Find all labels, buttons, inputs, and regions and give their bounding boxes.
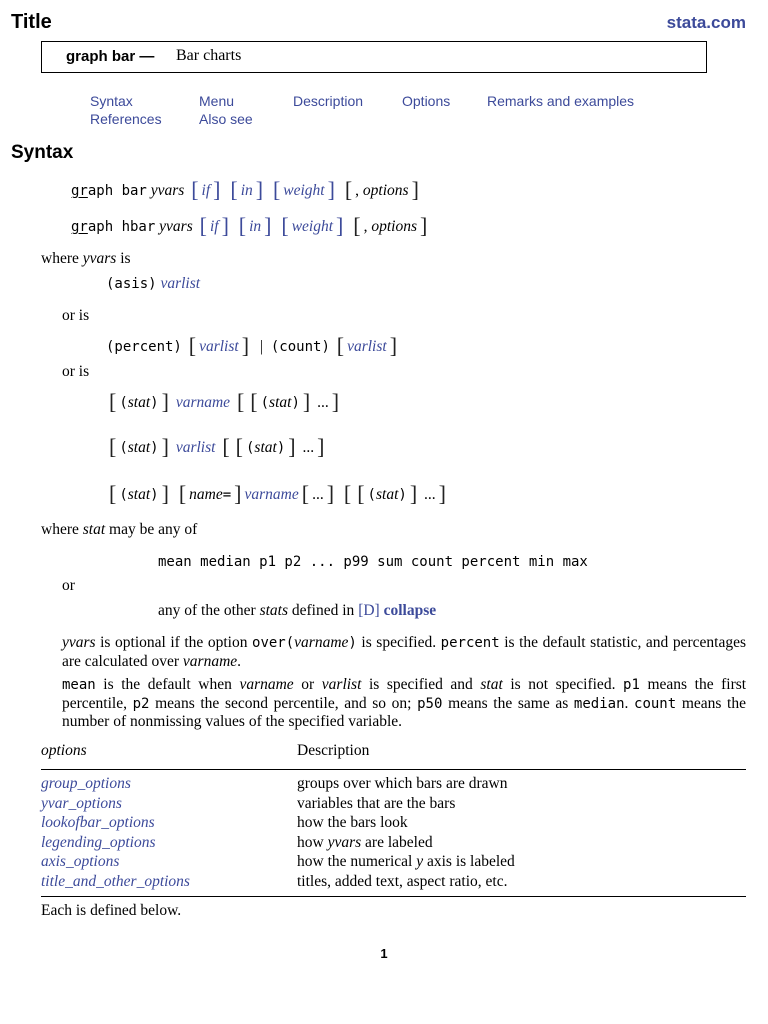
table-header-rule: [41, 769, 746, 770]
asis-form: [106, 275, 200, 293]
nav-link-syntax[interactable]: Syntax: [90, 93, 133, 109]
text: is the default when: [103, 676, 232, 693]
percent-keyword: (percent): [106, 339, 182, 355]
yvars-arg: yvars: [159, 218, 193, 235]
stat-term: stat: [127, 439, 151, 456]
stat-term: stat: [127, 394, 151, 411]
page-header-title: Title: [11, 11, 52, 33]
stat-form-varlist: [ (stat) ] varlist [ [ (stat) ] ... ]: [109, 434, 325, 459]
text: is specified.: [361, 634, 437, 651]
row-description: [297, 833, 433, 853]
text: how: [297, 833, 324, 851]
text: how the numerical: [297, 853, 413, 870]
axis-options-link[interactable]: axis_options: [41, 853, 120, 870]
where-stat: [41, 521, 197, 539]
or-is-2: or is: [62, 363, 90, 380]
in-link[interactable]: in: [249, 218, 262, 235]
nav-link-menu[interactable]: Menu: [199, 93, 235, 109]
stat-term: stat: [269, 394, 292, 411]
varname-link[interactable]: varname: [244, 486, 299, 503]
varname-link[interactable]: varname: [175, 394, 231, 411]
text: means the second percentile, and so on;: [155, 694, 412, 712]
stat-term: stat: [127, 486, 151, 503]
paren: (: [245, 440, 255, 456]
description-column-header: Description: [297, 742, 370, 759]
yvars-arg: yvars: [150, 182, 185, 199]
term: varname: [182, 652, 238, 670]
text: .: [237, 652, 242, 670]
stat-term: stat: [254, 439, 277, 456]
lookofbar-options-link[interactable]: lookofbar_options: [41, 814, 155, 831]
code: p50: [417, 695, 443, 712]
code: mean: [62, 677, 96, 693]
text: .: [624, 694, 629, 712]
any-of-other-stats: [158, 602, 436, 620]
command-name: graph bar —: [66, 48, 155, 65]
yvar-options-link[interactable]: yvar_options: [41, 794, 122, 812]
term: varname: [239, 676, 294, 693]
paragraph-mean-default: [62, 676, 746, 731]
code: p1: [623, 677, 640, 693]
table-footer-note: Each is defined below.: [41, 902, 182, 919]
stat-form-varname: [ (stat) ] varname [ [ (stat) ] ... ]: [109, 389, 340, 414]
code: ): [348, 635, 357, 651]
ellipsis: ...: [317, 394, 329, 411]
equals: =: [222, 487, 232, 503]
paren: (: [119, 440, 128, 456]
percent-count-form: (percent) [ varlist ] | (count) [ varlist ]: [106, 333, 398, 358]
ellipsis: ...: [302, 439, 315, 456]
or-separator: |: [259, 338, 263, 355]
text: may be any of: [109, 521, 198, 538]
text: where: [41, 521, 79, 538]
title-box: [41, 41, 707, 73]
varlist-link[interactable]: varlist: [199, 338, 239, 355]
if-link[interactable]: if: [209, 218, 219, 235]
options-arg: options: [371, 218, 417, 235]
in-link[interactable]: in: [240, 182, 253, 199]
row-description: groups over which bars are drawn: [297, 775, 508, 792]
site-link[interactable]: stata.com: [666, 13, 746, 32]
name-term: name: [189, 486, 223, 503]
text: or: [301, 676, 315, 693]
nav-link-references[interactable]: References: [90, 111, 162, 127]
term: yvars: [327, 833, 362, 851]
term: varname: [294, 634, 349, 651]
text: axis is labeled: [427, 853, 515, 870]
text: means the number of nonmissing values of the specified variable.: [62, 694, 746, 730]
weight-link[interactable]: weight: [291, 218, 334, 235]
paren: ): [276, 440, 286, 456]
weight-link[interactable]: weight: [283, 182, 325, 199]
paren: ): [150, 440, 159, 456]
text: defined in: [291, 602, 355, 619]
nav-link-also-see[interactable]: Also see: [199, 111, 253, 127]
comma: ,: [355, 182, 360, 199]
code: count: [634, 695, 677, 712]
row-description: titles, added text, aspect ratio, etc.: [297, 872, 508, 890]
group-options-link[interactable]: group_options: [41, 775, 131, 792]
syntax-graph-hbar: graph hbar yvars [ if ] [ in ] [ weight ] [ , options ]: [71, 213, 428, 238]
paren: (: [260, 395, 270, 411]
varlist-link[interactable]: varlist: [175, 439, 216, 456]
paren: (: [119, 395, 128, 411]
stats-term: stats: [259, 602, 289, 619]
count-keyword: (count): [270, 339, 330, 355]
cmd-rest: aph hbar: [87, 219, 156, 235]
paragraph-yvars-optional: [62, 634, 746, 670]
or-text: or: [62, 577, 75, 594]
term: stat: [480, 676, 503, 693]
stat-form-name: [ (stat) ] [ name= ] varname [ ... ] [ [ (stat) ] ... ]: [109, 481, 446, 506]
stat-term: stat: [82, 521, 106, 538]
paren: ): [150, 487, 159, 503]
paren: (: [367, 487, 376, 503]
paren: ): [291, 395, 300, 411]
legending-options-link[interactable]: legending_options: [41, 833, 156, 851]
paren: ): [150, 395, 159, 411]
paren: ): [398, 487, 407, 503]
options-arg: options: [362, 182, 409, 199]
paren: (: [119, 487, 128, 503]
text: is not specified.: [510, 676, 616, 693]
table-bottom-rule: [41, 896, 746, 897]
comma: ,: [363, 218, 368, 235]
nav-link-description[interactable]: Description: [293, 93, 364, 109]
row-description: variables that are the bars: [297, 794, 456, 812]
title-and-other-options-link[interactable]: title_and_other_options: [41, 872, 190, 890]
text: is: [120, 250, 131, 267]
term: varlist: [321, 676, 362, 693]
text: is the default statistic, and percentages are calculated over: [62, 634, 747, 670]
page-number: 1: [380, 946, 388, 961]
stats-list: mean median p1 p2 ... p99 sum count percent min max: [158, 554, 588, 570]
code: median: [573, 695, 625, 712]
cmd-abbrev: gr: [71, 219, 88, 235]
ellipsis: ...: [424, 486, 436, 503]
text: means the first percentile,: [62, 676, 747, 712]
asis-keyword: (asis): [106, 276, 157, 292]
manual-ref-link[interactable]: [D]: [358, 602, 380, 619]
command-description: Bar charts: [176, 47, 242, 64]
term: y: [416, 853, 424, 870]
varlist-link[interactable]: varlist: [160, 275, 201, 292]
text: is optional if the option: [100, 634, 248, 651]
code: p2: [132, 695, 150, 712]
text: any of the other: [158, 602, 256, 619]
ellipsis: ...: [312, 486, 324, 503]
term: yvars: [62, 634, 96, 651]
where-yvars-is: [41, 250, 131, 268]
code: over(: [252, 635, 295, 651]
syntax-graph-bar: graph bar yvars [ if ] [ in ] [ weight ] [ , options ]: [71, 177, 419, 202]
varlist-link[interactable]: varlist: [347, 338, 387, 355]
options-column-header: options: [41, 742, 87, 759]
row-description: [297, 852, 515, 872]
nav-link-options[interactable]: Options: [402, 93, 451, 109]
stat-term: stat: [375, 486, 399, 503]
code: percent: [440, 635, 500, 651]
cmd-abbrev: gr: [71, 183, 88, 199]
row-description: how the bars look: [297, 814, 408, 831]
text: is specified and: [368, 676, 473, 693]
text: means the same as: [448, 694, 569, 712]
collapse-link[interactable]: collapse: [383, 602, 437, 619]
text: where: [41, 250, 79, 267]
cmd-rest: aph bar: [87, 183, 147, 199]
or-is-1: or is: [62, 307, 90, 324]
nav-link-remarks-and-examples[interactable]: Remarks and examples: [487, 93, 635, 109]
yvars-term: yvars: [82, 250, 117, 267]
syntax-heading: Syntax: [11, 142, 74, 163]
if-link[interactable]: if: [201, 182, 211, 199]
text: are labeled: [365, 833, 433, 851]
